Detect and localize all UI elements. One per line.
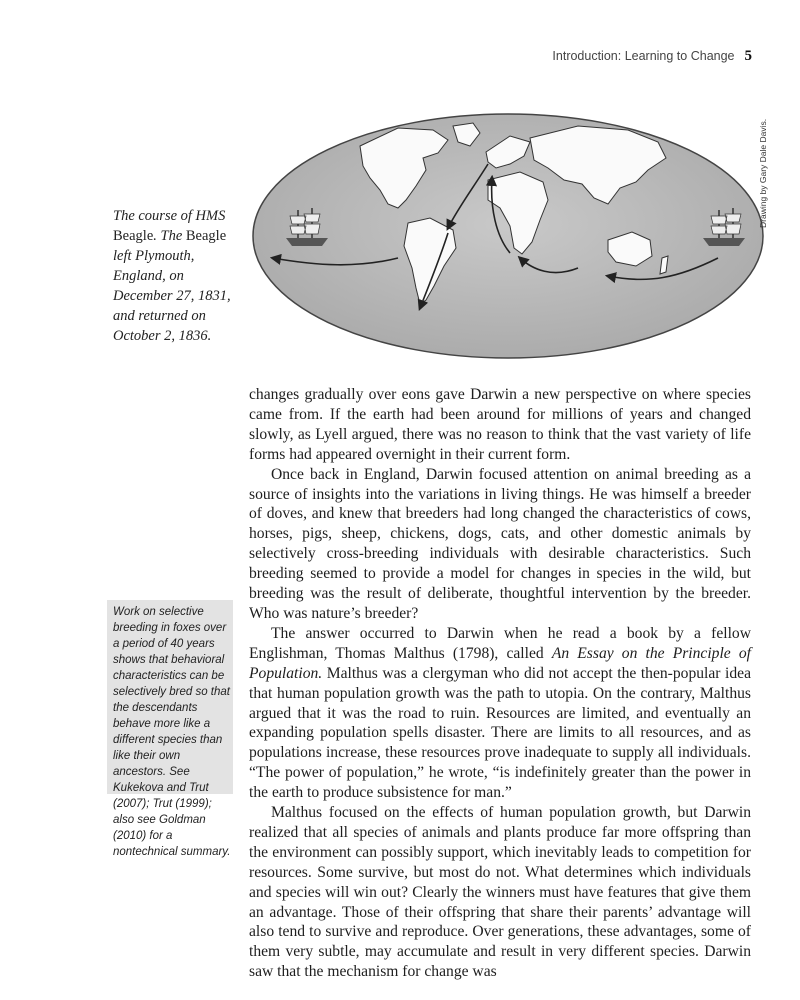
paragraph-text: changes gradually over eons gave Darwin a new perspective on where species came from. If the earth had been around for millions of years and changed slowly, as Lyell argued, there was no reason to think that the vast variety of life forms had appeared overnight in their current form. [249,386,751,463]
sidebar-note-text: Work on selective breeding in foxes over a period of 40 years shows that behavioral characteristics can be selectively bred so that the descendants behave more like a different species than like their own ancestors. See Kukekova and Trut (2007); Trut (1999); also see Goldman (2010) for a nontechnical summary. [113,606,231,858]
caption-run: left Plymouth, England, on December 27, 1831, and returned on October 2, 1836. [113,248,231,344]
beagle-voyage-map [248,108,768,363]
paragraph-text: Once back in England, Darwin focused attention on animal breeding as a source of insights into the variations in living things. He was himself a breeder of doves, and knew that breeders had long changed the characteristics of cows, horses, pigs, sheep, chickens, dogs, cats, and other domestic animals by selectively cross-breeding individuals with desirable characteristics. Such breeding seemed to provide a model for changes in species in the wild, but breeding was the result of deliberate, thoughtful intervention by the breeder. Who was nature’s breeder? [249,465,751,622]
book-title: An Essay on the Principle of Population. [249,644,751,682]
body-text [249,385,751,982]
caption-run: The course of HMS [113,208,226,224]
caption-run: Beagle [185,228,227,244]
running-head [552,48,752,65]
paragraph-text: Malthus focused on the effects of human population growth, but Darwin realized that all species of animals and plants produce far more offspring than the environment can possibly support, which inevitably leads to competition for resources. Some survive, but most do not. What determines which individuals and species will win out? Clearly the winners must have features that give them an advantage. Those of their offspring that share their parents’ advantage will also tend to survive and reproduce. Over generations, these advantages, some of them very subtle, may accumulate and result in very different species. Darwin saw that the mechanism for change was [249,804,751,981]
caption-run: . The [153,228,186,244]
paragraph [249,385,751,465]
paragraph-text: The answer occurred to Darwin when he read a book by a fellow Englishman, Thomas Malthus (1798), called [249,624,751,662]
paragraph-text: Malthus was a clergyman who did not accept the then-popular idea that human population growth was the path to utopia. On the contrary, Malthus argued that it was the road to ruin. Resources are limited, and eventually an expanding population spells disaster. There are limits to all resources, and as populations increase, these resources prove inadequate to supply all individuals. “The power of population,” he wrote, “is indefinitely greater than the power in the earth to produce subsistence for man.” [249,664,751,802]
sidebar-note [113,604,233,860]
illustration-credit: Drawing by Gary Dale Davis. [758,118,768,228]
paragraph [249,803,751,982]
paragraph [249,465,751,624]
paragraph [249,624,751,803]
page-number: 5 [744,48,752,64]
caption-run: Beagle [113,228,154,244]
figure-caption [113,206,238,346]
running-title: Introduction: Learning to Change [552,49,735,63]
